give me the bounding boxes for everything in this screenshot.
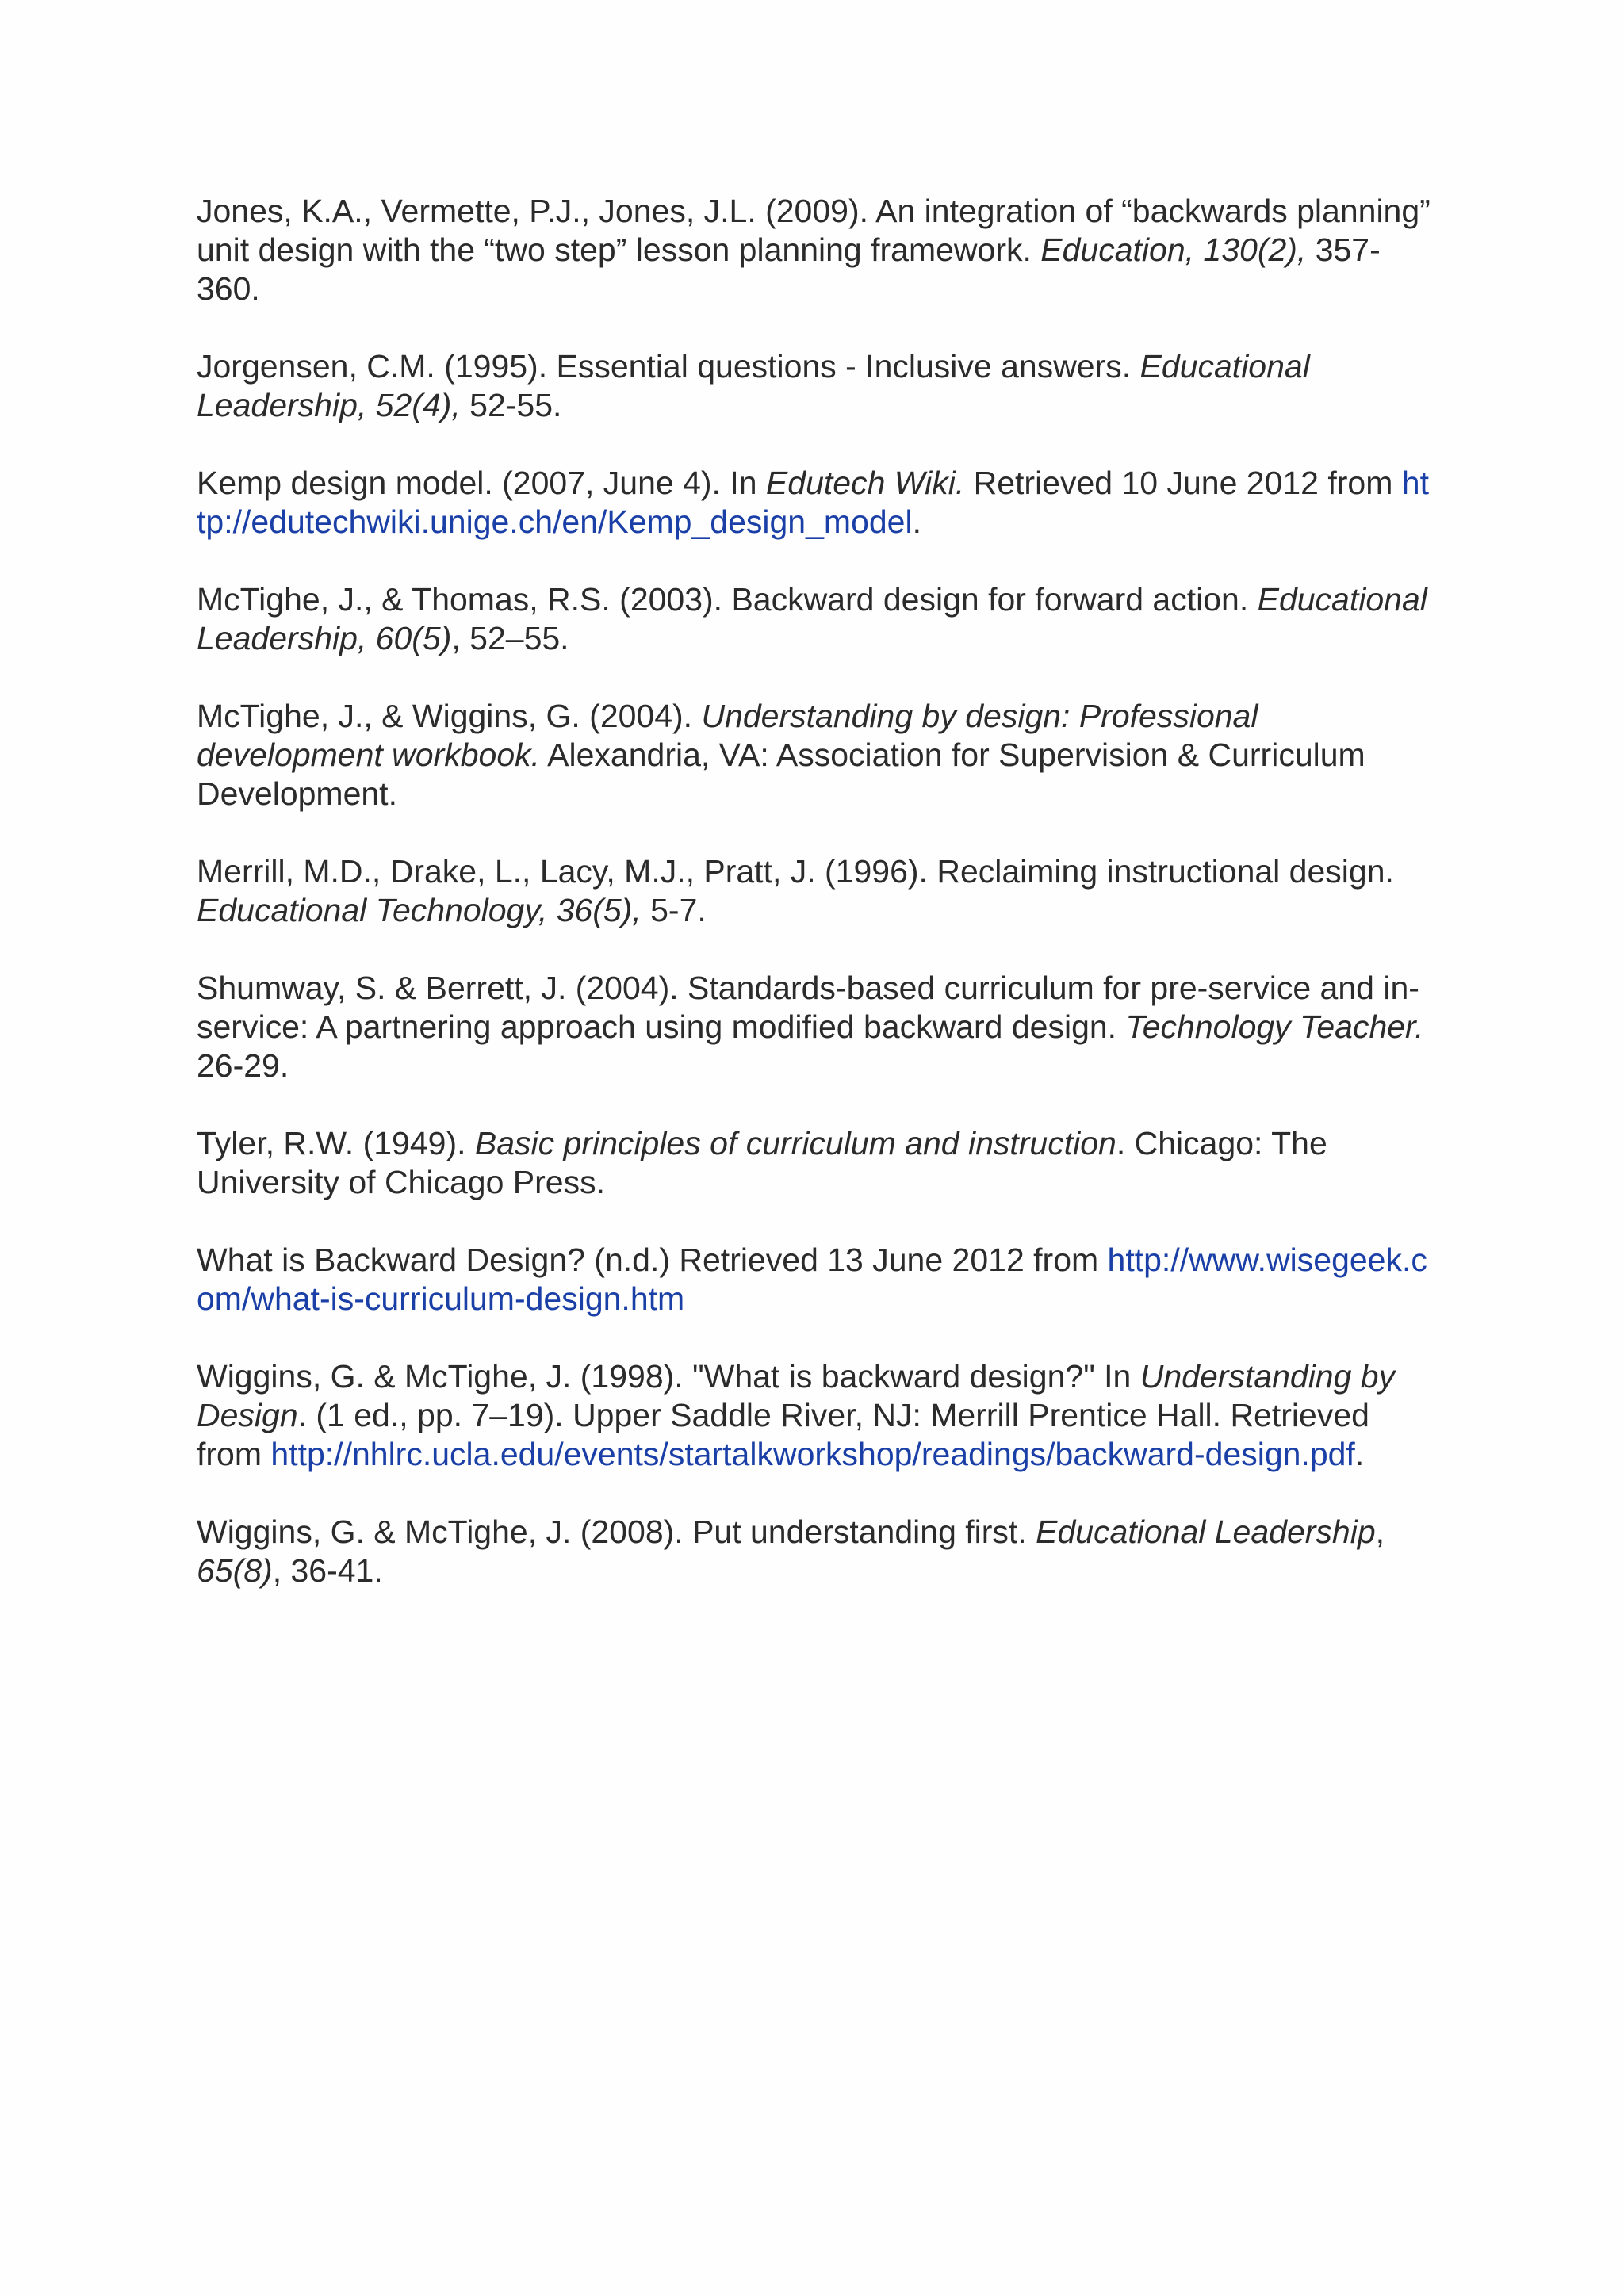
reference-italic-text: Educational Leadership — [1036, 1513, 1376, 1550]
reference-italic-text: Educational Leadership, 60(5) — [197, 581, 1427, 656]
reference-entry — [197, 347, 1434, 425]
reference-entry — [197, 969, 1434, 1085]
reference-text: Shumway, S. & Berrett, J. (2004). Standards-based curriculum for pre-service and in-service: A partnering approach using modified backward design. — [197, 970, 1419, 1045]
reference-text: 357-360. — [197, 232, 1381, 307]
reference-entry — [197, 1357, 1434, 1474]
reference-entry — [197, 1513, 1434, 1590]
reference-italic-text: Understanding by design: Professional development workbook. — [197, 698, 1258, 773]
reference-link[interactable]: http://www.wisegeek.com/what-is-curriculum-design.htm — [197, 1242, 1427, 1317]
reference-entry — [197, 1124, 1434, 1202]
reference-italic-text: Basic principles of curriculum and instruction — [474, 1125, 1116, 1161]
reference-text: Tyler, R.W. (1949). — [197, 1125, 475, 1161]
reference-text: Alexandria, VA: Association for Supervision & Curriculum Development. — [197, 737, 1365, 812]
reference-text: Wiggins, G. & McTighe, J. (2008). Put understanding first. — [197, 1513, 1036, 1550]
reference-text: . Chicago: The University of Chicago Press. — [197, 1125, 1327, 1200]
reference-list — [197, 192, 1434, 1629]
reference-italic-text: Educational Leadership, 52(4), — [197, 348, 1310, 423]
reference-text: 52-55. — [460, 387, 562, 423]
reference-text: McTighe, J., & Wiggins, G. (2004). — [197, 698, 702, 734]
reference-text: Jones, K.A., Vermette, P.J., Jones, J.L. (2009). An integration of “backwards planning” unit design with the “two step” lesson planning framework. — [197, 193, 1431, 268]
reference-text: . (1 ed., pp. 7–19). Upper Saddle River, NJ: Merrill Prentice Hall. Retrieved from — [197, 1397, 1369, 1472]
reference-link[interactable]: http://edutechwiki.unige.ch/en/Kemp_design_model — [197, 465, 1429, 540]
reference-text: 26-29. — [197, 1047, 289, 1084]
reference-italic-text: Edutech Wiki. — [765, 465, 965, 501]
reference-entry — [197, 192, 1434, 308]
reference-text: Wiggins, G. & McTighe, J. (1998). "What is backward design?" In — [197, 1358, 1140, 1395]
reference-text: Retrieved 10 June 2012 from — [964, 465, 1402, 501]
reference-text: , — [1375, 1513, 1385, 1550]
reference-text: What is Backward Design? (n.d.) Retrieved 13 June 2012 from — [197, 1242, 1108, 1278]
reference-text: , 52–55. — [451, 620, 569, 656]
reference-entry — [197, 852, 1434, 930]
reference-text: 5-7. — [641, 892, 707, 928]
reference-entry — [197, 580, 1434, 658]
reference-italic-text: Technology Teacher. — [1125, 1008, 1424, 1045]
reference-italic-text: Educational Technology, 36(5), — [197, 892, 642, 928]
reference-italic-text: 65(8) — [197, 1552, 273, 1589]
reference-text: Kemp design model. (2007, June 4). In — [197, 465, 766, 501]
reference-entry — [197, 1241, 1434, 1318]
reference-text: . — [912, 503, 921, 540]
reference-entry — [197, 697, 1434, 813]
reference-text: , 36-41. — [272, 1552, 383, 1589]
reference-italic-text: Education, 130(2), — [1040, 232, 1307, 268]
reference-italic-text: Understanding by Design — [197, 1358, 1396, 1433]
reference-text: . — [1354, 1436, 1365, 1472]
reference-entry — [197, 464, 1434, 541]
reference-text: McTighe, J., & Thomas, R.S. (2003). Backward design for forward action. — [197, 581, 1258, 618]
reference-text: Merrill, M.D., Drake, L., Lacy, M.J., Pratt, J. (1996). Reclaiming instructional design. — [197, 853, 1394, 890]
reference-link[interactable]: http://nhlrc.ucla.edu/events/startalkworkshop/readings/backward-design.pdf — [270, 1436, 1355, 1472]
reference-text: Jorgensen, C.M. (1995). Essential questions - Inclusive answers. — [197, 348, 1140, 385]
